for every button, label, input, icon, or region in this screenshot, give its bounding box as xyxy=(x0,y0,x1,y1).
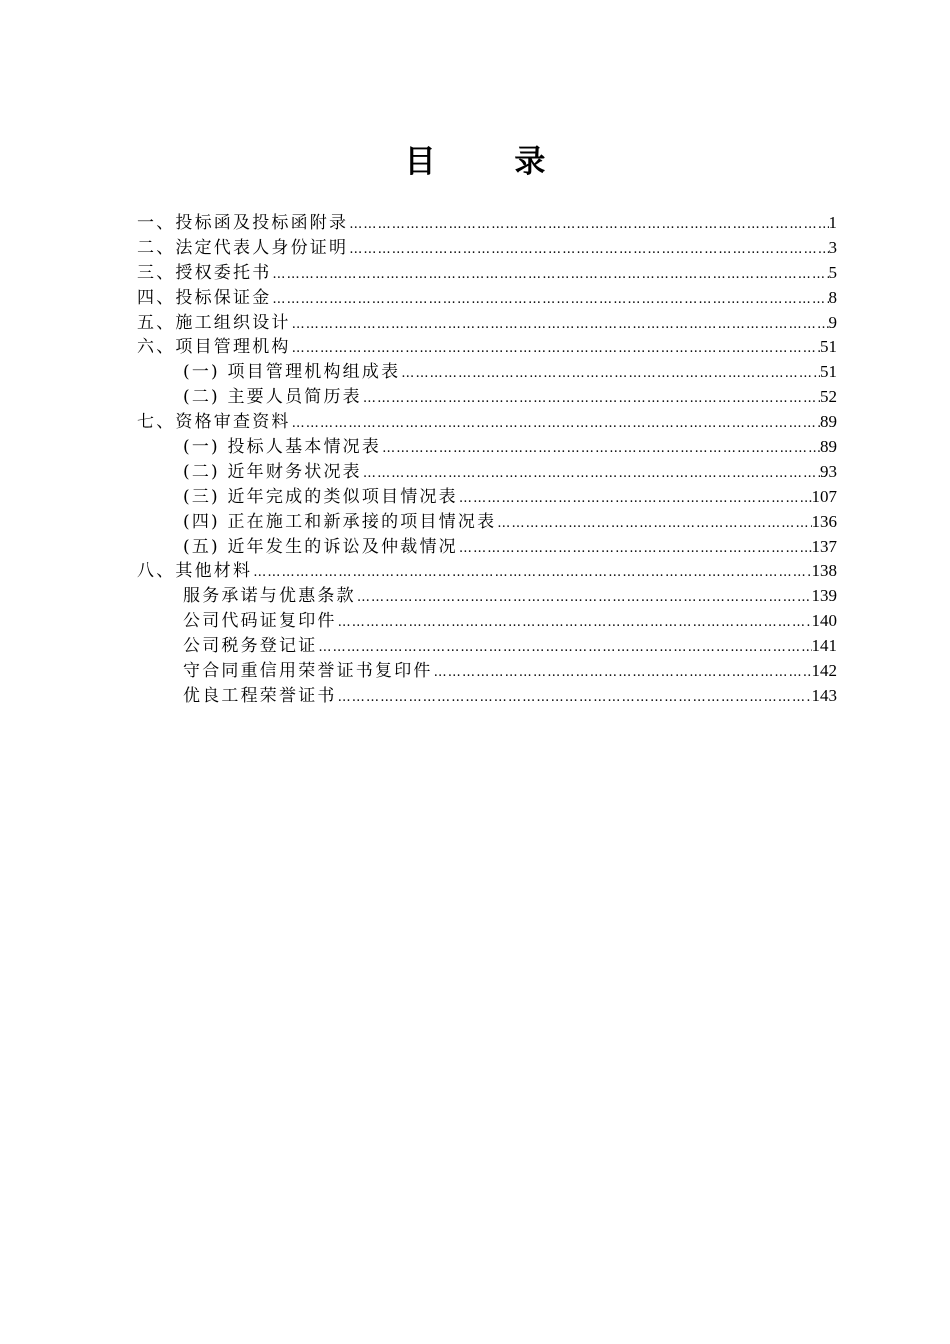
toc-entry-label: 服务承诺与优惠条款 xyxy=(183,586,356,607)
toc-entry-label: 守合同重信用荣誉证书复印件 xyxy=(183,661,433,682)
toc-subentry xyxy=(137,634,837,659)
toc-entry xyxy=(137,236,837,261)
toc-entry-page: 3 xyxy=(828,237,837,257)
toc-entry-page: 1 xyxy=(828,213,837,232)
toc-entry-label: (二) 近年财务状况表 xyxy=(183,461,362,482)
toc-dot-leader xyxy=(458,537,812,562)
toc-dot-leader xyxy=(348,238,828,263)
toc-entry-page: 51 xyxy=(820,337,837,357)
toc-dot-leader xyxy=(291,313,829,338)
toc-entry xyxy=(137,311,837,336)
toc-entry-page: 138 xyxy=(811,561,837,581)
toc-entry-page: 139 xyxy=(811,586,837,606)
toc-entry xyxy=(137,261,837,286)
toc-subentry xyxy=(137,609,837,634)
toc-entry-label: 公司税务登记证 xyxy=(183,636,318,657)
toc-dot-leader xyxy=(433,661,812,686)
toc-entry-label: (四) 正在施工和新承接的项目情况表 xyxy=(183,511,497,532)
toc-entry-label: 优良工程荣誉证书 xyxy=(183,685,337,706)
toc-entry-label: 七、资格审查资料 xyxy=(137,412,291,433)
toc-subentry xyxy=(137,360,837,385)
toc-dot-leader xyxy=(291,412,820,437)
toc-entry-page: 107 xyxy=(811,486,837,506)
toc-entry-page: 93 xyxy=(820,461,837,481)
toc-subentry xyxy=(137,684,837,709)
toc-entry-page: 5 xyxy=(828,262,837,282)
toc-subentry xyxy=(137,510,837,535)
toc-entry-page: 52 xyxy=(820,387,837,407)
toc-dot-leader xyxy=(400,362,820,387)
toc-entry-label: 五、施工组织设计 xyxy=(137,312,291,333)
toc-dot-leader xyxy=(362,387,820,412)
toc-list xyxy=(137,211,837,709)
toc-dot-leader xyxy=(381,437,820,462)
toc-subentry xyxy=(137,584,837,609)
toc-entry-label: (三) 近年完成的类似项目情况表 xyxy=(183,486,458,507)
toc-dot-leader xyxy=(337,611,812,636)
toc-subentry xyxy=(137,435,837,460)
toc-dot-leader xyxy=(496,512,811,537)
toc-entry-page: 137 xyxy=(811,536,837,556)
toc-entry-label: 四、投标保证金 xyxy=(137,287,272,308)
toc-entry-page: 141 xyxy=(811,636,837,656)
toc-dot-leader xyxy=(271,263,828,288)
toc-entry-label: 二、法定代表人身份证明 xyxy=(137,237,349,258)
toc-dot-leader xyxy=(317,636,811,661)
toc-dot-leader xyxy=(356,586,812,611)
toc-entry xyxy=(137,410,837,435)
toc-dot-leader xyxy=(348,213,828,238)
toc-entry-label: 六、项目管理机构 xyxy=(137,337,291,358)
toc-subentry xyxy=(137,385,837,410)
toc-title: 目 录 xyxy=(404,144,580,180)
toc-dot-leader xyxy=(458,487,812,512)
toc-entry xyxy=(137,286,837,311)
toc-entry-label: (一) 投标人基本情况表 xyxy=(183,437,382,458)
toc-entry-page: 8 xyxy=(828,287,837,307)
toc-entry-label: (一) 项目管理机构组成表 xyxy=(183,362,401,383)
toc-entry-page: 51 xyxy=(820,362,837,382)
toc-entry-page: 89 xyxy=(820,437,837,457)
toc-entry xyxy=(137,559,837,584)
toc-entry-page: 89 xyxy=(820,412,837,432)
toc-dot-leader xyxy=(291,337,820,362)
toc-entry-label: 八、其他材料 xyxy=(137,561,253,582)
toc-entry-label: 三、授权委托书 xyxy=(137,262,272,283)
toc-entry-page: 143 xyxy=(811,685,837,705)
toc-dot-leader xyxy=(271,288,828,313)
toc-subentry xyxy=(137,659,837,684)
toc-entry xyxy=(137,335,837,360)
toc-dot-leader xyxy=(252,561,811,586)
toc-entry-page: 140 xyxy=(811,611,837,631)
toc-subentry xyxy=(137,460,837,485)
toc-entry-page: 142 xyxy=(811,661,837,681)
toc-subentry xyxy=(137,485,837,510)
toc-entry-label: 一、投标函及投标函附录 xyxy=(137,213,349,233)
toc-entry-label: (五) 近年发生的诉讼及仲裁情况 xyxy=(183,536,458,557)
toc-entry xyxy=(137,211,837,236)
toc-entry-label: (二) 主要人员简历表 xyxy=(183,387,362,408)
toc-subentry xyxy=(137,535,837,560)
toc-entry-page: 9 xyxy=(828,312,837,332)
toc-entry-page: 136 xyxy=(811,511,837,531)
toc-entry-label: 公司代码证复印件 xyxy=(183,611,337,632)
toc-dot-leader xyxy=(337,686,812,711)
toc-dot-leader xyxy=(362,462,820,487)
